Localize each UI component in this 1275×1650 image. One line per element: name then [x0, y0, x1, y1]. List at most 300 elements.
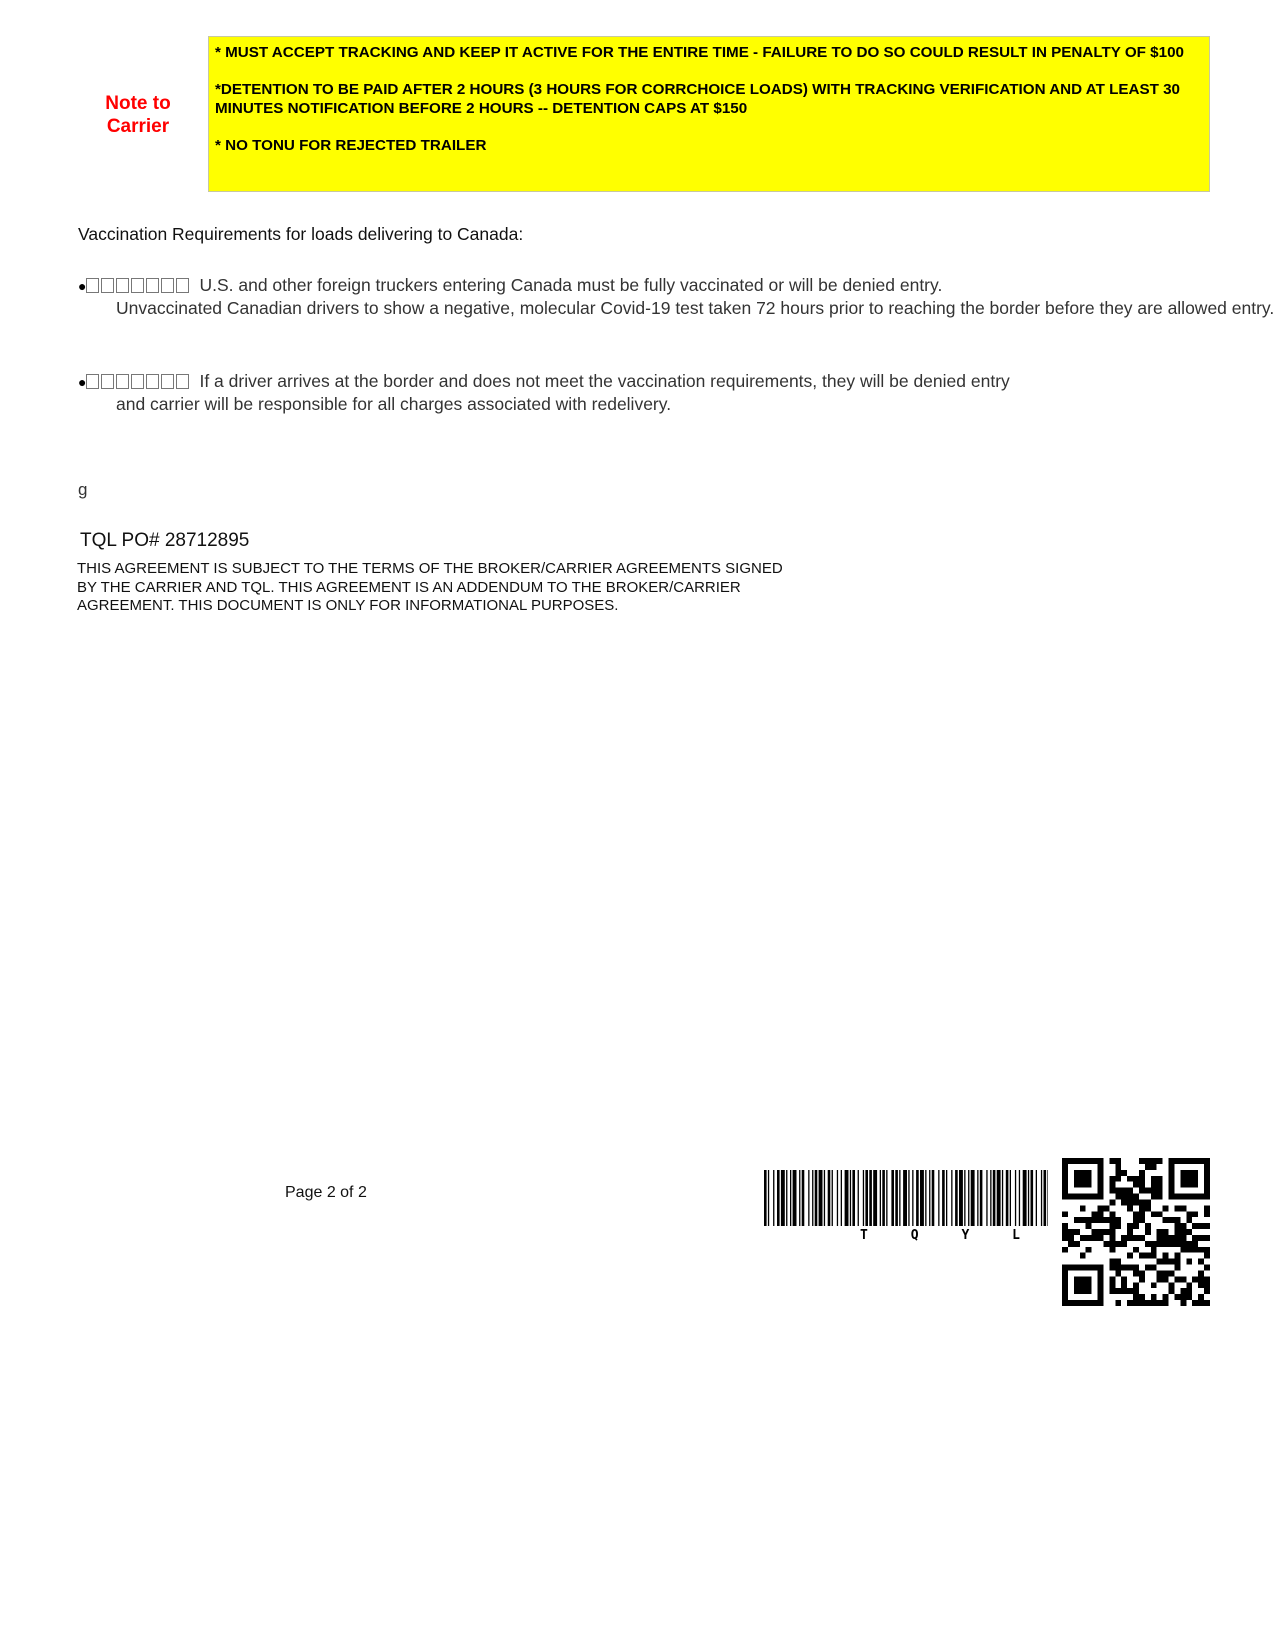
- qr-module: [1204, 1265, 1210, 1271]
- qr-module: [1086, 1194, 1092, 1200]
- barcode-bar: [768, 1170, 769, 1226]
- qr-module: [1098, 1282, 1104, 1288]
- barcode-bar: [955, 1170, 958, 1226]
- qr-module: [1139, 1276, 1145, 1282]
- qr-module: [1109, 1241, 1115, 1247]
- qr-module: [1074, 1300, 1080, 1306]
- qr-module: [1086, 1223, 1092, 1229]
- qr-module: [1151, 1158, 1157, 1164]
- qr-module: [1163, 1276, 1169, 1282]
- qr-module: [1186, 1282, 1192, 1288]
- qr-module: [1109, 1259, 1115, 1265]
- barcode-bar: [980, 1170, 983, 1226]
- qr-module: [1109, 1235, 1115, 1241]
- qr-module: [1068, 1158, 1074, 1164]
- qr-module: [1086, 1265, 1092, 1271]
- qr-module: [1062, 1176, 1068, 1182]
- qr-module: [1145, 1188, 1151, 1194]
- qr-module: [1121, 1199, 1127, 1205]
- qr-module: [1115, 1241, 1121, 1247]
- barcode-bar: [997, 1170, 1001, 1226]
- qr-module: [1198, 1223, 1204, 1229]
- qr-module: [1115, 1217, 1121, 1223]
- barcode-bar: [1036, 1170, 1037, 1226]
- qr-module: [1098, 1276, 1104, 1282]
- qr-module: [1180, 1235, 1186, 1241]
- qr-module: [1103, 1229, 1109, 1235]
- vaccination-bullet: [78, 275, 1274, 319]
- barcode-bar: [916, 1170, 919, 1226]
- barcode-bar: [837, 1170, 838, 1226]
- qr-module: [1068, 1241, 1074, 1247]
- notice-detention: *DETENTION TO BE PAID AFTER 2 HOURS (3 HOURS FOR CORRCHOICE LOADS) WITH TRACKING VERIFICATION AND AT LEAST 30 MINUTES NOTIFICATION BEFORE 2 HOURS -- DETENTION CAPS AT $150: [215, 81, 1180, 117]
- qr-module: [1180, 1276, 1186, 1282]
- qr-module: [1157, 1276, 1163, 1282]
- barcode-bar: [773, 1170, 774, 1226]
- vaccination-bullet: [78, 371, 1010, 415]
- qr-module: [1080, 1235, 1086, 1241]
- qr-module: [1103, 1217, 1109, 1223]
- qr-module: [1204, 1194, 1210, 1200]
- qr-module: [1192, 1235, 1198, 1241]
- qr-module: [1080, 1158, 1086, 1164]
- qr-module: [1133, 1194, 1139, 1200]
- qr-module: [1198, 1158, 1204, 1164]
- qr-module: [1086, 1158, 1092, 1164]
- qr-module: [1192, 1194, 1198, 1200]
- barcode-bar: [812, 1170, 813, 1226]
- qr-module: [1139, 1211, 1145, 1217]
- qr-module: [1080, 1282, 1086, 1288]
- barcode-bar: [1010, 1170, 1011, 1226]
- qr-module: [1180, 1223, 1186, 1229]
- qr-module: [1074, 1194, 1080, 1200]
- qr-module: [1151, 1194, 1157, 1200]
- qr-module: [1133, 1223, 1139, 1229]
- barcode-bar: [863, 1170, 864, 1226]
- qr-module: [1092, 1217, 1098, 1223]
- qr-module: [1121, 1241, 1127, 1247]
- qr-module: [1151, 1300, 1157, 1306]
- qr-module: [1109, 1288, 1115, 1294]
- qr-module: [1163, 1205, 1169, 1211]
- qr-module: [1092, 1265, 1098, 1271]
- qr-module: [1204, 1235, 1210, 1241]
- qr-module: [1174, 1194, 1180, 1200]
- qr-module: [1198, 1294, 1204, 1300]
- qr-module: [1109, 1182, 1115, 1188]
- qr-module: [1169, 1241, 1175, 1247]
- barcode-bar: [777, 1170, 780, 1226]
- qr-module: [1174, 1259, 1180, 1265]
- barcode-bar: [882, 1170, 885, 1226]
- qr-module: [1169, 1259, 1175, 1265]
- qr-module: [1092, 1235, 1098, 1241]
- qr-module: [1204, 1276, 1210, 1282]
- qr-module: [1139, 1294, 1145, 1300]
- qr-module: [1163, 1229, 1169, 1235]
- qr-module: [1115, 1300, 1121, 1306]
- qr-module: [1074, 1176, 1080, 1182]
- qr-module: [1180, 1176, 1186, 1182]
- barcode-bar: [964, 1170, 965, 1226]
- qr-module: [1169, 1158, 1175, 1164]
- qr-module: [1139, 1158, 1145, 1164]
- qr-module: [1127, 1235, 1133, 1241]
- qr-module: [1157, 1182, 1163, 1188]
- barcode-bar: [932, 1170, 935, 1226]
- qr-module: [1098, 1211, 1104, 1217]
- qr-module: [1169, 1188, 1175, 1194]
- qr-module: [1180, 1247, 1186, 1253]
- barcode-bar: [841, 1170, 842, 1226]
- bullet-continuation: Unvaccinated Canadian drivers to show a negative, molecular Covid-19 test taken 72 hours prior to reaching the border before they are allowed entry.: [116, 298, 1275, 318]
- qr-module: [1133, 1211, 1139, 1217]
- barcode-bar: [1023, 1170, 1027, 1226]
- qr-module: [1109, 1247, 1115, 1253]
- note-to-carrier-label: Note to Carrier: [105, 93, 171, 137]
- barcode-char: L: [1012, 1228, 1020, 1243]
- qr-module: [1192, 1182, 1198, 1188]
- qr-module: [1204, 1253, 1210, 1259]
- qr-module: [1151, 1253, 1157, 1259]
- qr-module: [1204, 1164, 1210, 1170]
- qr-module: [1074, 1282, 1080, 1288]
- qr-module: [1192, 1276, 1198, 1282]
- qr-module: [1098, 1300, 1104, 1306]
- qr-module: [1103, 1205, 1109, 1211]
- barcode-char: T: [860, 1228, 868, 1243]
- barcode-bar: [793, 1170, 797, 1226]
- qr-module: [1157, 1259, 1163, 1265]
- qr-module: [1098, 1188, 1104, 1194]
- qr-module: [1192, 1170, 1198, 1176]
- qr-module: [1068, 1265, 1074, 1271]
- qr-module: [1098, 1205, 1104, 1211]
- qr-module: [1145, 1205, 1151, 1211]
- qr-module: [1115, 1158, 1121, 1164]
- qr-module: [1204, 1176, 1210, 1182]
- qr-module: [1109, 1211, 1115, 1217]
- qr-module: [1157, 1241, 1163, 1247]
- qr-module: [1127, 1300, 1133, 1306]
- qr-module: [1121, 1188, 1127, 1194]
- qr-module: [1204, 1188, 1210, 1194]
- qr-module: [1062, 1300, 1068, 1306]
- barcode-bar: [929, 1170, 930, 1226]
- qr-module: [1169, 1288, 1175, 1294]
- qr-module: [1074, 1170, 1080, 1176]
- qr-module: [1098, 1265, 1104, 1271]
- bullet-dot-icon: ●: [78, 278, 87, 294]
- qr-module: [1068, 1229, 1074, 1235]
- barcode-bar: [990, 1170, 991, 1226]
- qr-module: [1109, 1276, 1115, 1282]
- bullet-text: If a driver arrives at the border and does not meet the vaccination requirements, they will be denied entry: [199, 371, 1010, 391]
- qr-module: [1139, 1170, 1145, 1176]
- qr-module: [1115, 1265, 1121, 1271]
- qr-module: [1127, 1199, 1133, 1205]
- qr-module: [1180, 1294, 1186, 1300]
- qr-module: [1151, 1294, 1157, 1300]
- qr-module: [1098, 1158, 1104, 1164]
- qr-module: [1098, 1194, 1104, 1200]
- qr-module: [1133, 1265, 1139, 1271]
- qr-module: [1204, 1300, 1210, 1306]
- qr-module: [1204, 1182, 1210, 1188]
- qr-module: [1204, 1211, 1210, 1217]
- qr-module: [1080, 1194, 1086, 1200]
- qr-module: [1086, 1247, 1092, 1253]
- qr-module: [1098, 1288, 1104, 1294]
- qr-module: [1086, 1235, 1092, 1241]
- qr-module: [1092, 1300, 1098, 1306]
- qr-module: [1186, 1229, 1192, 1235]
- qr-module: [1169, 1282, 1175, 1288]
- qr-module: [1157, 1158, 1163, 1164]
- qr-module: [1121, 1276, 1127, 1282]
- barcode-bar: [865, 1170, 868, 1226]
- qr-module: [1103, 1241, 1109, 1247]
- qr-module: [1157, 1188, 1163, 1194]
- qr-module: [1174, 1223, 1180, 1229]
- qr-module: [1115, 1194, 1121, 1200]
- qr-module: [1062, 1288, 1068, 1294]
- qr-module: [1169, 1164, 1175, 1170]
- qr-module: [1109, 1265, 1115, 1271]
- barcode-bar: [1028, 1170, 1029, 1226]
- qr-module: [1186, 1241, 1192, 1247]
- qr-module: [1186, 1288, 1192, 1294]
- barcode-bar: [1047, 1170, 1048, 1226]
- qr-module: [1062, 1164, 1068, 1170]
- qr-module: [1086, 1176, 1092, 1182]
- barcode-bar: [971, 1170, 975, 1226]
- qr-module: [1098, 1270, 1104, 1276]
- agreement-disclaimer: THIS AGREEMENT IS SUBJECT TO THE TERMS OF THE BROKER/CARRIER AGREEMENTS SIGNED BY THE CARRIER AND TQL. THIS AGREEMENT IS AN ADDENDUM TO THE BROKER/CARRIER AGREEMENT. THIS DOCUMENT IS ONLY FOR INFORMATIONAL PURPOSES.: [77, 560, 783, 614]
- barcode-bar: [799, 1170, 800, 1226]
- qr-module: [1198, 1247, 1204, 1253]
- qr-module: [1151, 1188, 1157, 1194]
- qr-module: [1174, 1276, 1180, 1282]
- qr-module: [1062, 1211, 1068, 1217]
- qr-module: [1157, 1194, 1163, 1200]
- qr-module: [1186, 1158, 1192, 1164]
- barcode-bar: [946, 1170, 947, 1226]
- qr-module: [1174, 1205, 1180, 1211]
- qr-module: [1133, 1288, 1139, 1294]
- barcode-bar: [951, 1170, 952, 1226]
- qr-module: [1180, 1170, 1186, 1176]
- qr-module: [1074, 1288, 1080, 1294]
- qr-module: [1074, 1265, 1080, 1271]
- qr-module: [1086, 1182, 1092, 1188]
- qr-module: [1145, 1300, 1151, 1306]
- qr-module: [1174, 1253, 1180, 1259]
- qr-module: [1180, 1194, 1186, 1200]
- qr-module: [1109, 1158, 1115, 1164]
- qr-module: [1157, 1229, 1163, 1235]
- qr-module: [1139, 1253, 1145, 1259]
- bullet-text: U.S. and other foreign truckers entering Canada must be fully vaccinated or will be denied entry.: [199, 275, 943, 295]
- qr-module: [1151, 1164, 1157, 1170]
- barcode-bar: [808, 1170, 809, 1226]
- qr-module: [1151, 1247, 1157, 1253]
- barcode-bar: [959, 1170, 963, 1226]
- barcode-bar: [1041, 1170, 1042, 1226]
- qr-module: [1180, 1182, 1186, 1188]
- qr-module: [1180, 1229, 1186, 1235]
- qr-module: [1186, 1170, 1192, 1176]
- qr-module: [1121, 1288, 1127, 1294]
- qr-module: [1133, 1235, 1139, 1241]
- qr-module: [1169, 1176, 1175, 1182]
- qr-module: [1198, 1259, 1204, 1265]
- qr-module: [1133, 1294, 1139, 1300]
- qr-module: [1068, 1300, 1074, 1306]
- qr-module: [1121, 1170, 1127, 1176]
- qr-module: [1198, 1282, 1204, 1288]
- qr-module: [1180, 1288, 1186, 1294]
- barcode-bar: [802, 1170, 805, 1226]
- qr-module: [1198, 1194, 1204, 1200]
- barcode-bar: [993, 1170, 996, 1226]
- qr-module: [1192, 1247, 1198, 1253]
- qr-module: [1062, 1194, 1068, 1200]
- qr-module: [1186, 1259, 1192, 1265]
- qr-module: [1062, 1276, 1068, 1282]
- qr-module: [1163, 1217, 1169, 1223]
- qr-module: [1062, 1265, 1068, 1271]
- qr-module: [1186, 1211, 1192, 1217]
- barcode-bar: [832, 1170, 833, 1226]
- qr-module: [1080, 1217, 1086, 1223]
- qr-module: [1115, 1176, 1121, 1182]
- qr-module: [1092, 1158, 1098, 1164]
- qr-module: [1062, 1182, 1068, 1188]
- barcode-bar: [1019, 1170, 1020, 1226]
- qr-module: [1086, 1217, 1092, 1223]
- qr-module: [1174, 1265, 1180, 1271]
- qr-module: [1062, 1270, 1068, 1276]
- qr-module: [1145, 1164, 1151, 1170]
- qr-module: [1192, 1211, 1198, 1217]
- qr-module: [1068, 1235, 1074, 1241]
- qr-module: [1169, 1194, 1175, 1200]
- qr-module: [1186, 1194, 1192, 1200]
- barcode-bar: [764, 1170, 767, 1226]
- qr-module: [1092, 1194, 1098, 1200]
- qr-module: [1109, 1199, 1115, 1205]
- barcode-bar: [1044, 1170, 1047, 1226]
- qr-module: [1098, 1176, 1104, 1182]
- barcode-bar: [895, 1170, 898, 1226]
- qr-module: [1145, 1158, 1151, 1164]
- qr-module: [1163, 1300, 1169, 1306]
- qr-module: [1169, 1217, 1175, 1223]
- page-number: Page 2 of 2: [285, 1184, 367, 1201]
- qr-module: [1186, 1247, 1192, 1253]
- qr-module: [1133, 1182, 1139, 1188]
- qr-module: [1115, 1188, 1121, 1194]
- bullet-continuation: and carrier will be responsible for all charges associated with redelivery.: [116, 394, 672, 414]
- qr-module: [1098, 1164, 1104, 1170]
- qr-module: [1139, 1235, 1145, 1241]
- qr-module: [1139, 1217, 1145, 1223]
- qr-module: [1080, 1170, 1086, 1176]
- qr-module: [1174, 1217, 1180, 1223]
- notice-tonu: * NO TONU FOR REJECTED TRAILER: [215, 137, 487, 154]
- qr-module: [1192, 1241, 1198, 1247]
- barcode-bar: [815, 1170, 818, 1226]
- qr-module: [1204, 1288, 1210, 1294]
- qr-module: [1192, 1158, 1198, 1164]
- qr-module: [1180, 1241, 1186, 1247]
- qr-module: [1127, 1223, 1133, 1229]
- qr-module: [1198, 1276, 1204, 1282]
- qr-module: [1133, 1300, 1139, 1306]
- qr-module: [1086, 1276, 1092, 1282]
- qr-module: [1109, 1282, 1115, 1288]
- qr-module: [1115, 1288, 1121, 1294]
- qr-module: [1151, 1176, 1157, 1182]
- qr-module: [1145, 1229, 1151, 1235]
- qr-module: [1115, 1270, 1121, 1276]
- qr-module: [1139, 1199, 1145, 1205]
- qr-module: [1133, 1270, 1139, 1276]
- qr-module: [1115, 1164, 1121, 1170]
- qr-module: [1174, 1241, 1180, 1247]
- qr-module: [1157, 1176, 1163, 1182]
- qr-module: [1121, 1265, 1127, 1271]
- qr-module: [1186, 1176, 1192, 1182]
- barcode-bar: [942, 1170, 945, 1226]
- qr-module: [1080, 1182, 1086, 1188]
- qr-module: [1186, 1217, 1192, 1223]
- barcode-caption: [860, 1228, 1020, 1243]
- barcode-bar: [852, 1170, 855, 1226]
- vaccination-heading: Vaccination Requirements for loads delivering to Canada:: [78, 224, 524, 244]
- qr-module: [1062, 1282, 1068, 1288]
- qr-module: [1115, 1259, 1121, 1265]
- qr-module: [1163, 1259, 1169, 1265]
- barcode-bar: [873, 1170, 877, 1226]
- stray-character: g: [78, 480, 88, 499]
- barcode-bar: [858, 1170, 859, 1226]
- qr-module: [1139, 1182, 1145, 1188]
- qr-module: [1163, 1294, 1169, 1300]
- qr-module: [1109, 1176, 1115, 1182]
- barcode-bar: [781, 1170, 785, 1226]
- qr-module: [1080, 1176, 1086, 1182]
- qr-module: [1109, 1223, 1115, 1229]
- qr-module: [1145, 1253, 1151, 1259]
- qr-module: [1204, 1247, 1210, 1253]
- po-number: TQL PO# 28712895: [80, 530, 250, 551]
- qr-module: [1086, 1300, 1092, 1306]
- notice-tracking: * MUST ACCEPT TRACKING AND KEEP IT ACTIVE FOR THE ENTIRE TIME - FAILURE TO DO SO COULD RESULT IN PENALTY OF $100: [215, 44, 1184, 61]
- qr-module: [1198, 1300, 1204, 1306]
- qr-module: [1151, 1241, 1157, 1247]
- qr-module: [1092, 1229, 1098, 1235]
- qr-module: [1062, 1188, 1068, 1194]
- barcode-bar: [925, 1170, 926, 1226]
- qr-module: [1180, 1300, 1186, 1306]
- qr-module: [1074, 1276, 1080, 1282]
- qr-module: [1157, 1235, 1163, 1241]
- qr-module: [1145, 1265, 1151, 1271]
- qr-module: [1098, 1229, 1104, 1235]
